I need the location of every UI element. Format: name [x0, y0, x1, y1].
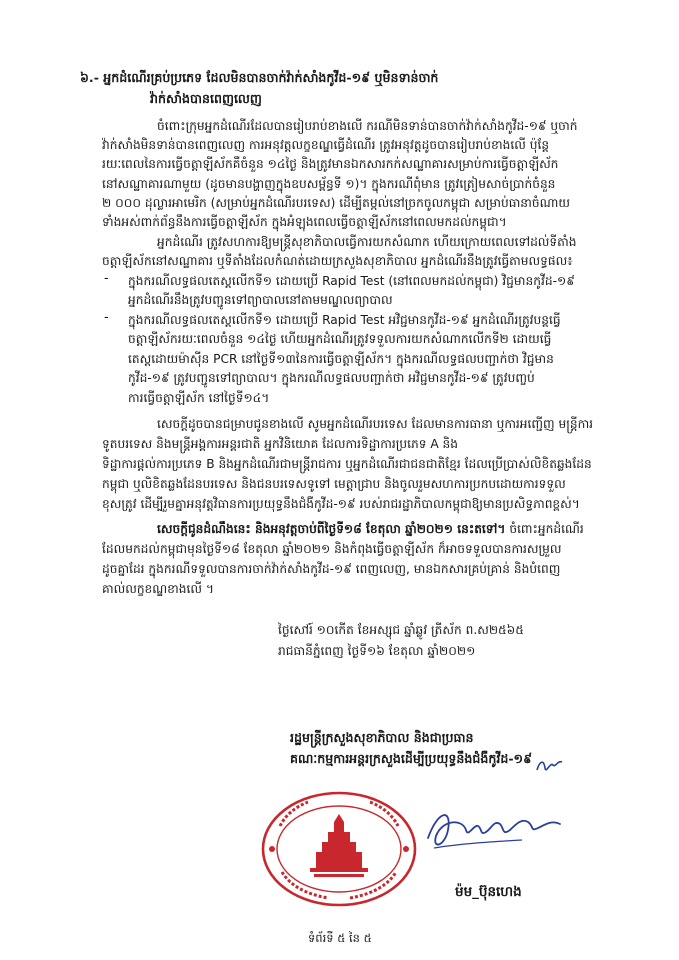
p4-first-line — [157, 521, 584, 537]
bullet2-line: ចត្តាឡីស័ករយៈពេលចំនួន ១៤ថ្ងៃ ហើយអ្នកដំណើរត្រូវទទួលការយកសំណាកលើកទី២ ដោយធ្វើ — [128, 332, 552, 346]
p1-line: វ៉ាក់សាំងមិនទាន់បានពេញលេញ ការអនុវត្តលក្ខខណ្ឌធ្វើដំណើរ ត្រូវអនុវត្តដូចបានរៀបរាប់ខាងលើ ប៉ុន្តែ — [102, 138, 550, 152]
bullet2-line: កូវីដ-១៩ ត្រូវបញ្ជូនទៅព្យាបាល។ ក្នុងករណីលទ្ធផលបញ្ជាក់ថា អវិជ្ជមានកូវីដ-១៩ ត្រូវបញ្ចប់ — [128, 371, 535, 385]
bullet-dash: - — [104, 310, 109, 325]
p1-line: ២ ០០០ ដុល្លារអាមេរិក (សម្រាប់អ្នកដំណើរបរទេស) ដើម្បីតម្កល់នៅច្រកចូលកម្ពុជា សម្រាប់ធានាចំណាយ — [102, 196, 570, 210]
p1-line: ទាំងអស់ពាក់ព័ន្ធនឹងការធ្វើចត្តាឡីស័ក ក្នុងអំឡុងពេលធ្វើចត្តាឡីស័កនៅពេលមកដល់កម្ពុជា។ — [102, 215, 507, 229]
section-heading-line2: វ៉ាក់សាំងបានពេញលេញ — [150, 91, 262, 106]
p4-line: គាល់លក្ខខណ្ឌខាងលើ ។ — [102, 582, 214, 596]
p2-line: អ្នកដំណើរ ត្រូវសហការឱ្យមន្ត្រីសុខាភិបាលធ្វើការយកសំណាក ហើយក្រោយពេលទៅដល់ទីតាំង — [157, 235, 577, 249]
bullet-dash: - — [104, 271, 109, 286]
p1-line: នៅសណ្ឋាគារណាមួយ (ដូចមានបង្ហាញក្នុងឧបសម្ព័ន្ធទី ១)។ ក្នុងករណីពុំមាន ត្រូវត្រៀមសាច់ប្រាក់ចំនួន — [102, 177, 556, 191]
p1-line: ចំពោះក្រុមអ្នកដំណើរដែលបានរៀបរាប់ខាងលើ ករណីមិនទាន់បានចាក់វ៉ាក់សាំងកូវីដ-១៩ ឬចាក់ — [157, 119, 578, 133]
p4-text: ចំពោះអ្នកដំណើរ — [505, 522, 584, 536]
gregorian-date-line: រាជធានីភ្នំពេញ ថ្ងៃទី១៦ ខែតុលា ឆ្នាំ២០២១ — [278, 644, 476, 658]
p3-line: ខុសត្រូវ ដើម្បីរួមគ្នាអនុវត្តវិធានការប្រយុទ្ធនឹងជំងឺកូវីដ-១៩ របស់រាជរដ្ឋាភិបាលកម្ពុជាឱ្យមានប្រសិទ្ធភាពខ្ពស់។ — [102, 497, 580, 511]
p3-line: កម្ពុជា ឬលិខិតឆ្លងដែនបរទេស និងជនបរទេសទូទៅ មេត្តាជ្រាប និងចូលរួមសហការប្រកបដោយការទទួល — [102, 477, 566, 491]
p4-bold-text: សេចក្ដីជូនដំណឹងនេះ និងអនុវត្តចាប់ពីថ្ងៃទី១៨ ខែតុលា ឆ្នាំ២០២១ នេះតទៅ។ — [157, 522, 506, 536]
bullet1-line: ក្នុងករណីលទ្ធផលតេស្តលើកទី១ ដោយប្រើ Rapid Test (នៅពេលមកដល់កម្ពុជា) វិជ្ជមានកូវីដ-១៩ — [128, 274, 575, 288]
bullet2-line: តេស្តដោយម៉ាស៊ីន PCR នៅថ្ងៃទី១៣នៃការធ្វើចត្តាឡីស័ក។ ក្នុងករណីលទ្ធផលបញ្ជាក់ថា វិជ្ជមាន — [128, 352, 554, 366]
bullet2-line: ការធ្វើចត្តាឡីស័ក នៅថ្ងៃទី១៤។ — [128, 391, 270, 405]
official-seal-icon — [258, 788, 420, 910]
lunar-date-line: ថ្ងៃសៅរ៍ ១០កើត ខែអស្សុជ ឆ្នាំឆ្លូវ ត្រីស័ក ព.ស២៥៦៥ — [278, 623, 524, 637]
p3-line: ទូតបរទេស និងមន្ត្រីអង្គការអន្តរជាតិ អ្នកវិនិយោគ ដែលការទិដ្ឋាការប្រភេទ A និង — [102, 437, 459, 451]
p4-line: ដែលមកដល់កម្ពុជាមុនថ្ងៃទី១៨ ខែតុលា ឆ្នាំ២០២១ និងកំពុងធ្វើចត្តាឡីស័ក ក៏អាចទទួលបានការសម្រួល — [102, 542, 562, 556]
p1-line: រយៈពេលនៃការធ្វើចត្តាឡីស័កគឺចំនួន ១៤ថ្ងៃ និងត្រូវមានឯកសារកក់សណ្ឋាគារសម្រាប់ការធ្វើចត្តាឡីស័ក — [102, 157, 559, 171]
bullet2-line: ក្នុងករណីលទ្ធផលតេស្តលើកទី១ ដោយប្រើ Rapid Test អវិជ្ជមានកូវីដ-១៩ អ្នកដំណើរត្រូវបន្តធ្វើ — [128, 313, 561, 327]
p2-line: ចត្តាឡីស័កនៅសណ្ឋាគារ ឬទីតាំងដែលកំណត់ដោយក្រសួងសុខាភិបាល អ្នកដំណើរនឹងត្រូវធ្វើតាមលទ្ធផល៖ — [102, 254, 573, 268]
signatory-title-line1: រដ្ឋមន្ត្រីក្រសួងសុខាភិបាល និងជាប្រធាន — [290, 730, 474, 745]
signatory-title-line2: គណៈកម្មការអន្តរក្រសួងដើម្បីប្រយុទ្ធនឹងជំងឺកូវីដ-១៩ — [290, 751, 533, 766]
p4-line: ដូចគ្នាដែរ ក្នុងករណីទទួលបានការចាក់វ៉ាក់សាំងកូវីដ-១៩ ពេញលេញ, មានឯកសារគ្រប់គ្រាន់ និងបំពេញ — [102, 562, 561, 576]
signature-flourish-icon — [534, 756, 564, 776]
p3-line: សេចក្ដីដូចបានជម្រាបជូនខាងលើ សូមអ្នកដំណើរបរទេស ដែលមានការធានា ឬការអញ្ជើញ មន្ត្រីការ — [157, 417, 594, 431]
bullet1-line: អ្នកដំណើរនឹងត្រូវបញ្ជូនទៅព្យាបាលនៅតាមមណ្ឌលព្យាបាល — [128, 293, 393, 307]
section-heading-line1: ៦.- អ្នកដំណើរគ្រប់ប្រភេទ ដែលមិនបានចាក់វ៉ាក់សាំងកូវីដ-១៩ ឬមិនទាន់ចាក់ — [80, 70, 439, 85]
p3-line: ទិដ្ឋាការផ្តល់ការប្រភេទ B និងអ្នកដំណើរជាមន្ត្រីរាជការ ឬអ្នកដំណើរជាជនជាតិខ្មែរ ដែលប្រើប្រាស់លិខិតឆ្លងដែន — [102, 457, 592, 471]
signatory-name: ម៉ម_ប៊ុនហេង — [455, 884, 522, 900]
page-number: ទំព័រទី ៥ នៃ ៥ — [308, 931, 372, 945]
handwritten-signature-icon — [418, 790, 568, 870]
